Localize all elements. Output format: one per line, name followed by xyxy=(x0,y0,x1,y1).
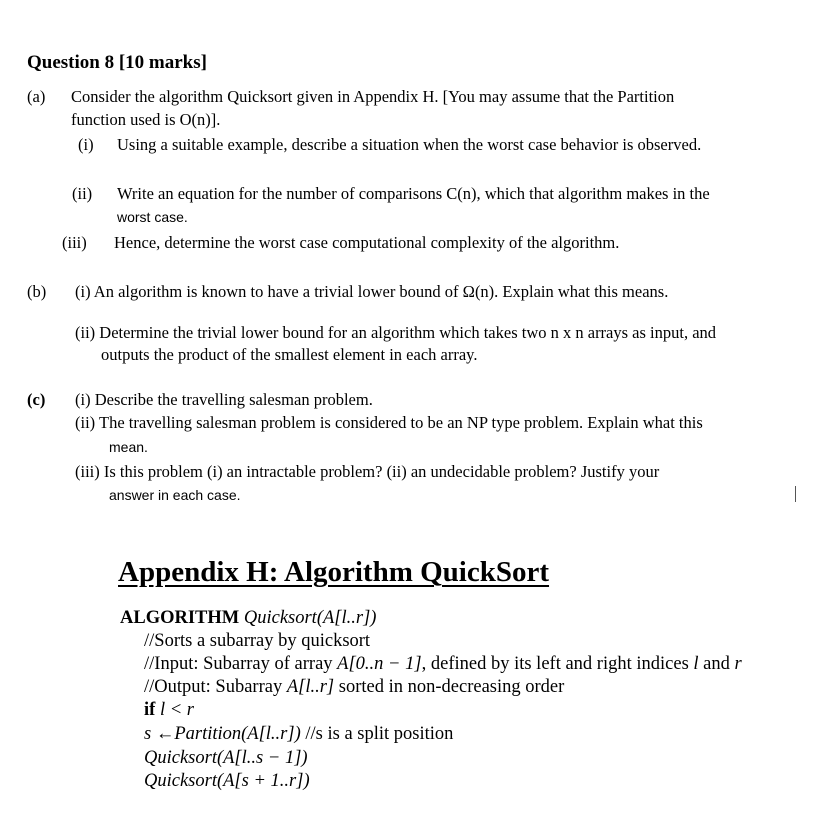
comment-input xyxy=(144,654,742,675)
part-a-ii-text-line2: worst case. xyxy=(117,209,188,225)
partition-comment: //s is a split position xyxy=(300,724,454,744)
comment-sorts: //Sorts a subarray by quicksort xyxy=(144,631,371,651)
comment-input-e: and xyxy=(698,654,735,674)
part-a-iii-text: Hence, determine the worst case computational complexity of the algorithm. xyxy=(114,233,620,252)
comment-input-c: , defined by its left and right indices xyxy=(421,654,694,674)
comment-input-b: A[0..n − 1] xyxy=(337,654,422,674)
call-right: Quicksort(A[s + 1..r]) xyxy=(144,771,310,791)
comment-output-c: sorted in non-decreasing order xyxy=(334,677,565,697)
comment-input-a: //Input: Subarray of array xyxy=(144,654,338,674)
part-a-intro-line1: Consider the algorithm Quicksort given in Appendix H. [You may assume that the Partition xyxy=(71,87,675,106)
question-title: Question 8 [10 marks] xyxy=(27,52,207,73)
part-b-ii-text-line2: outputs the product of the smallest element in each array. xyxy=(101,345,478,364)
if-line xyxy=(144,700,194,721)
algorithm-keyword: ALGORITHM xyxy=(120,608,240,628)
text-cursor xyxy=(795,486,796,502)
part-a-iii-label: (iii) xyxy=(62,233,87,252)
algorithm-signature: Quicksort(A[l..r]) xyxy=(243,608,377,628)
comment-output-a: //Output: Subarray xyxy=(144,677,287,697)
part-a-label: (a) xyxy=(27,87,46,106)
part-a-ii-label: (ii) xyxy=(72,184,93,203)
call-left: Quicksort(A[l..s − 1]) xyxy=(144,748,308,768)
comment-input-d: l xyxy=(693,654,699,674)
part-c-ii-text-line1: (ii) The travelling salesman problem is considered to be an NP type problem. Explain what this xyxy=(75,413,703,432)
part-c-ii-text-line2: mean. xyxy=(109,439,148,455)
part-a-i-label: (i) xyxy=(78,135,94,154)
recursive-call-right xyxy=(144,771,310,792)
part-c-iii-text-line2: answer in each case. xyxy=(109,487,241,503)
comment-output-b: A[l..r] xyxy=(286,677,335,697)
part-b-label: (b) xyxy=(27,282,47,301)
partition-assign: s ←Partition(A[l..r]) xyxy=(144,724,301,744)
algorithm-signature-line xyxy=(120,608,376,629)
appendix-title: Appendix H: Algorithm QuickSort xyxy=(118,556,550,588)
comment-output xyxy=(144,677,564,698)
part-c-i-text: (i) Describe the travelling salesman problem. xyxy=(75,390,373,409)
part-b-i-text: (i) An algorithm is known to have a trivial lower bound of Ω(n). Explain what this means. xyxy=(75,282,669,301)
part-a-i-text: Using a suitable example, describe a situation when the worst case behavior is observed. xyxy=(117,135,702,154)
part-c-iii-text-line1: (iii) Is this problem (i) an intractable problem? (ii) an undecidable problem? Justify your xyxy=(75,462,660,481)
part-b-ii-text-line1: (ii) Determine the trivial lower bound for an algorithm which takes two n x n arrays as input, and xyxy=(75,323,717,342)
if-keyword: if xyxy=(144,700,156,720)
if-condition: l < r xyxy=(159,700,195,720)
part-c-label: (c) xyxy=(27,390,46,409)
recursive-call-left xyxy=(144,748,308,769)
partition-line xyxy=(144,724,453,745)
part-a-intro-line2: function used is O(n)]. xyxy=(71,110,221,129)
comment-input-f: r xyxy=(734,654,742,674)
part-a-ii-text-line1: Write an equation for the number of comparisons C(n), which that algorithm makes in the xyxy=(117,184,710,203)
